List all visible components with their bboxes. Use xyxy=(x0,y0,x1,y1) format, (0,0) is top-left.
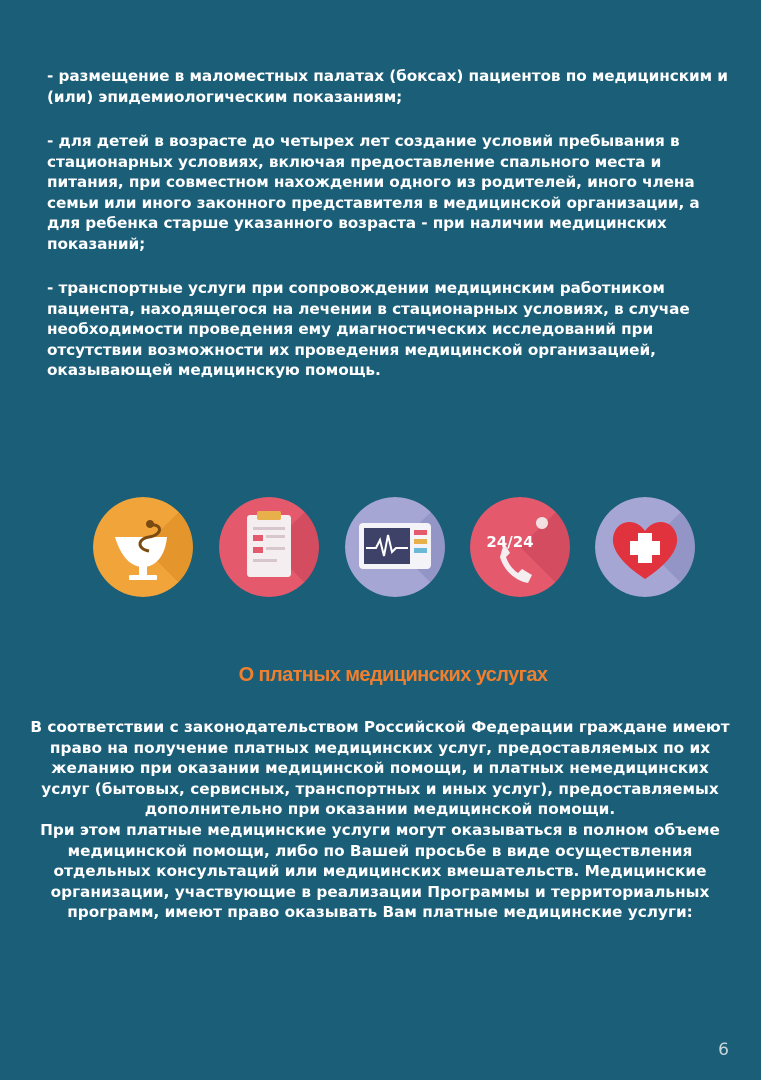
page-number: 6 xyxy=(718,1040,729,1060)
icon-row xyxy=(93,497,693,601)
heart-cross-icon xyxy=(595,497,695,597)
body-paragraph-2: При этом платные медицинские услуги могут оказываться в полном объеме медицинской помощи, либо по Вашей просьбе в виде осуществления отдельных консультаций или медицинских вмешательств. Медицинские организации, участвующие в реализации Программы и территориальных программ, имеют право оказывать Вам платные медицинские услуги: xyxy=(40,820,720,922)
phone-24-label: 24/24 xyxy=(486,533,534,551)
intro-text xyxy=(47,66,737,405)
intro-paragraph-1: - размещение в маломестных палатах (боксах) пациентов по медицинским и (или) эпидемиологическим показаниям; xyxy=(47,67,728,106)
section-title: О платных медицинских услугах xyxy=(238,664,548,686)
heart-monitor-icon xyxy=(345,497,445,597)
medical-clipboard-icon xyxy=(219,497,319,597)
intro-paragraph-3: - транспортные услуги при сопровождении медицинским работником пациента, находящегося на лечении в стационарных условиях, в случае необходимости проведения ему диагностических исследований при отсутствии возможности их проведения медицинской организацией, оказывающей медицинскую помощь. xyxy=(47,279,690,379)
intro-paragraph-2: - для детей в возрасте до четырех лет создание условий пребывания в стационарных условиях, включая предоставление спального места и питания, при совместном нахождении одного из родителей, иного члена семьи или иного законного представителя в медицинской организации, а для ребенка старше указанного возраста - при наличии медицинских показаний; xyxy=(47,132,700,253)
phone-24-icon xyxy=(470,497,570,597)
bowl-of-hygieia-icon xyxy=(93,497,193,597)
body-text xyxy=(30,717,730,923)
body-paragraph-1: В соответствии с законодательством Российской Федерации граждане имеют право на получение платных медицинских услуг, предоставляемых по их желанию при оказании медицинской помощи, и платных немедицинских услуг (бытовых, сервисных, транспортных и иных услуг), предоставляемых дополнительно при оказании медицинской помощи. xyxy=(30,718,730,819)
